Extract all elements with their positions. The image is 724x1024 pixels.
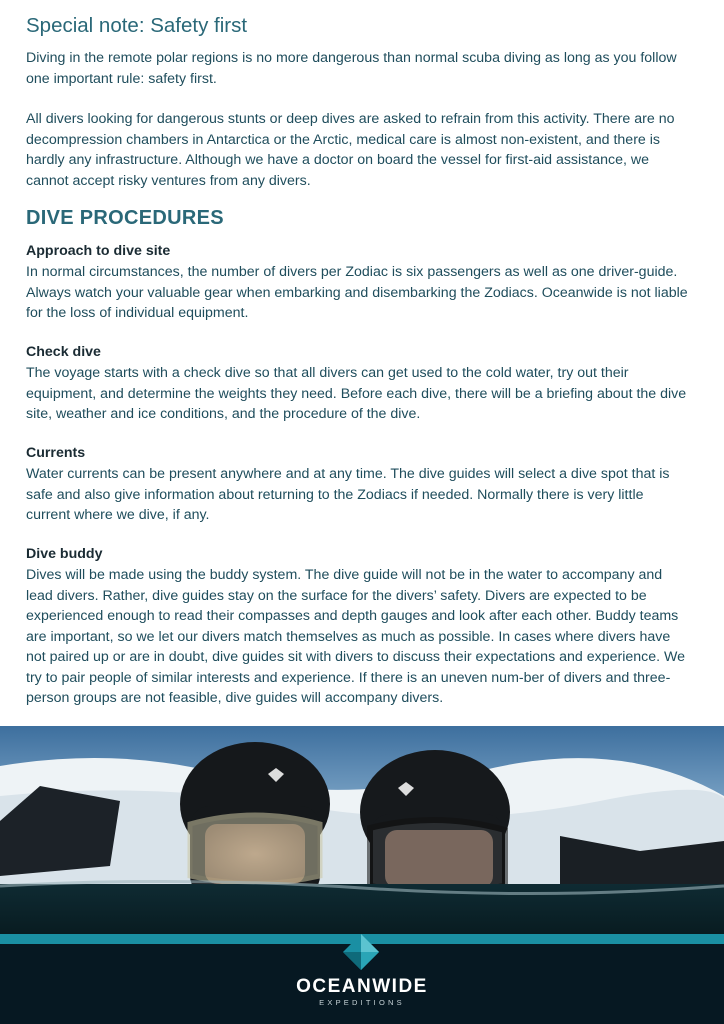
divers-photo xyxy=(0,726,724,936)
section-body-dive-buddy: Dives will be made using the buddy system. The dive guide will not be in the water to accompany and lead divers. Rather, dive guides stay on the surface for the divers’ safety. Divers are expected to be experienced enough to read their compasses and depth gauges and look after each other. Buddy teams are important, so we let our divers match themselves as much as possible. In cases where divers have not paired up or are in doubt, dive guides sit with divers to discuss their expectations and experience. We try to pair people of similar interests and experience. If there is an uneven num-ber of divers and three-person groups are not feasible, dive guides will accompany divers. xyxy=(26,567,686,706)
dive-procedures-heading: DIVE PROCEDURES xyxy=(26,207,224,229)
brand-name: OCEANWIDE xyxy=(296,976,428,997)
section-body-check-dive: The voyage starts with a check dive so that all divers can get used to the cold water, try out their equipment, and determine the weights they need. Before each dive, there will be a briefing about the dive site, weather and ice conditions, and the procedure of the dive. xyxy=(26,365,687,422)
section-title-approach: Approach to dive site xyxy=(26,243,171,259)
special-note-paragraph-1: Diving in the remote polar regions is no more dangerous than normal scuba diving as long as you follow one important rule: safety first. xyxy=(26,50,677,87)
special-note-paragraph-2: All divers looking for dangerous stunts or deep dives are asked to refrain from this activity. There are no decompression chambers in Antarctica or the Arctic, medical care is almost non-existent, and there is hardly any infrastructure. Although we have a doctor on board the vessel for first-aid assistance, we cannot accept risky ventures from any divers. xyxy=(26,111,675,189)
section-title-check-dive: Check dive xyxy=(26,344,101,360)
brand-tagline: EXPEDITIONS xyxy=(319,998,405,1007)
section-body-currents: Water currents can be present anywhere and at any time. The dive guides will select a dive spot that is safe and also give information about returning to the Zodiacs if needed. Normally there is very little current where we dive, if any. xyxy=(26,466,670,523)
special-note-heading: Special note: Safety first xyxy=(26,14,248,37)
diamond-logo-icon xyxy=(343,934,379,970)
section-title-currents: Currents xyxy=(26,445,86,461)
section-title-dive-buddy: Dive buddy xyxy=(26,546,103,562)
section-body-approach: In normal circumstances, the number of divers per Zodiac is six passengers as well as one driver-guide. Always watch your valuable gear when embarking and disembarking the Zodiacs. Oceanwide is not liable for the loss of individual equipment. xyxy=(26,264,688,321)
footer xyxy=(0,944,724,1024)
